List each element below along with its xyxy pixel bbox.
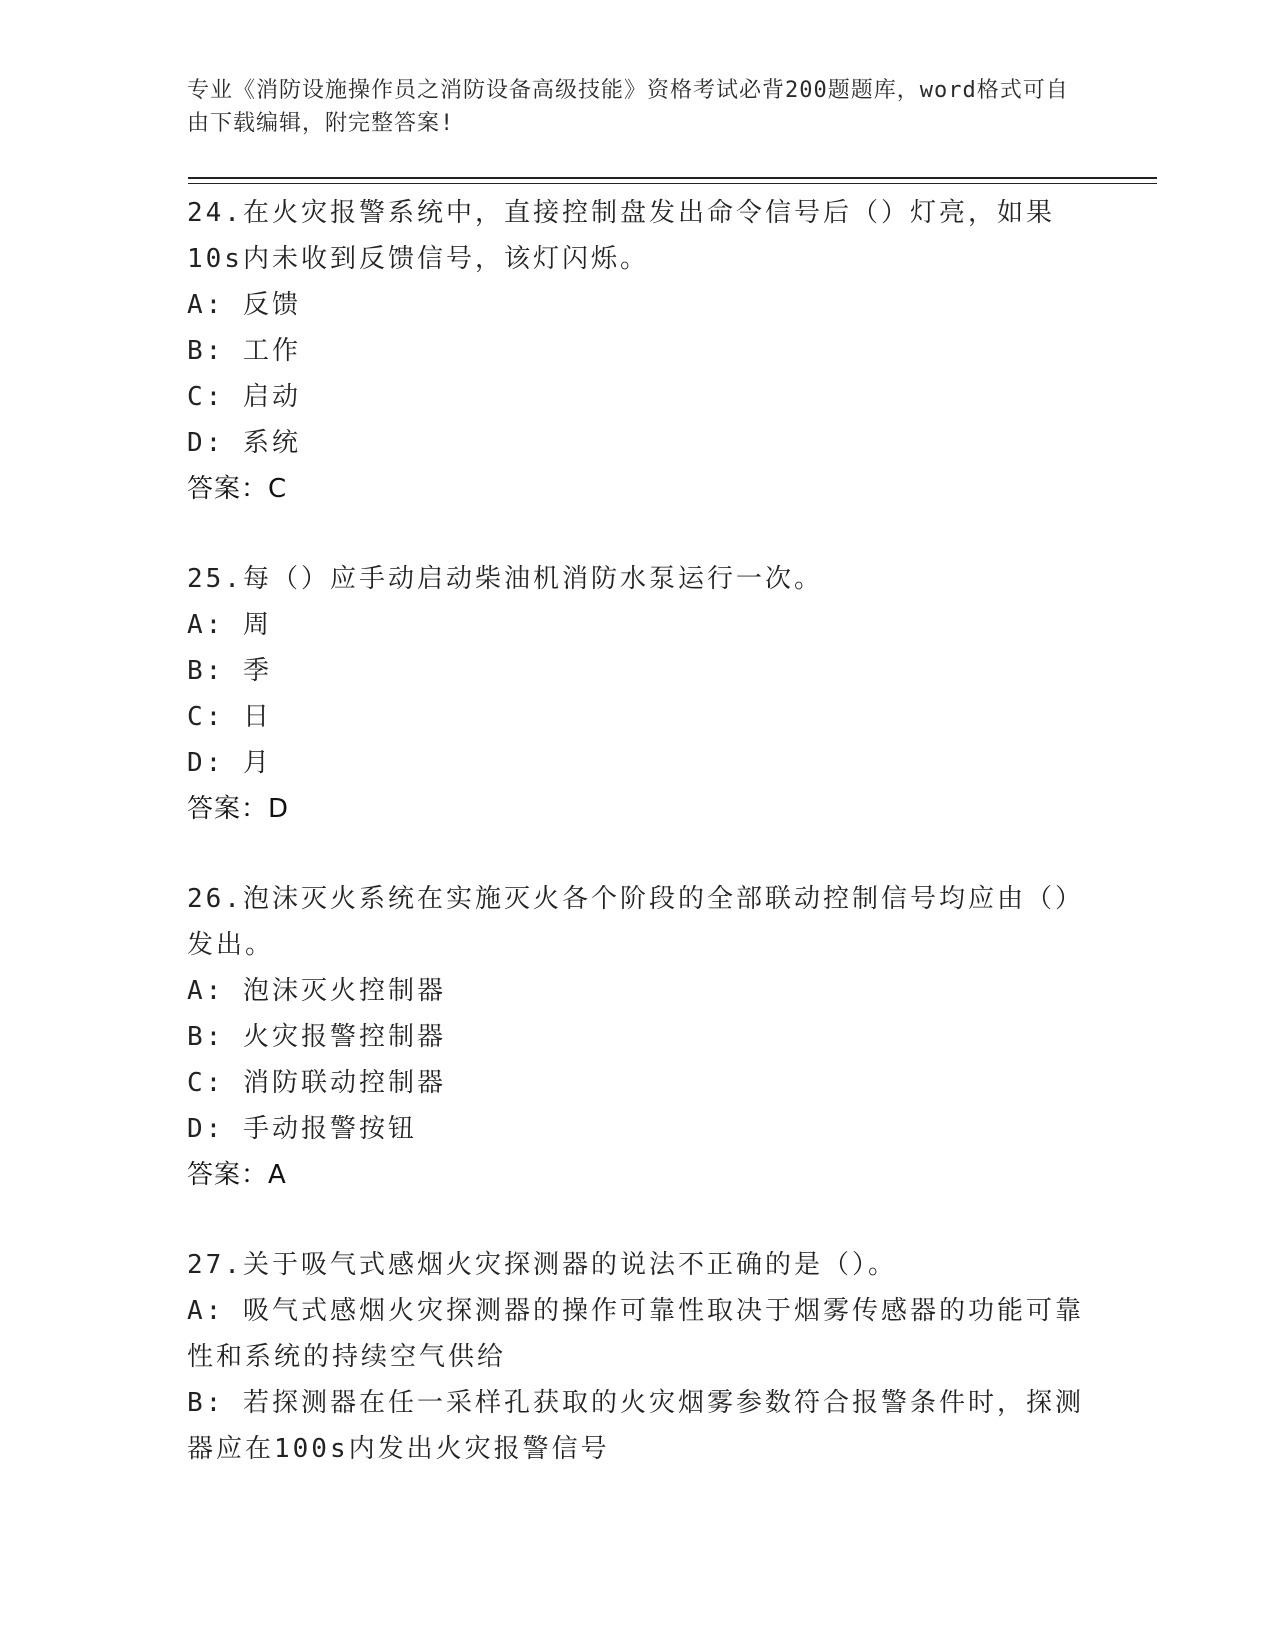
option-a: A: 周 bbox=[187, 610, 272, 640]
option-d: D: 系统 bbox=[187, 428, 301, 458]
question-stem: 27.关于吸气式感烟火灾探测器的说法不正确的是（）。 bbox=[187, 1250, 897, 1280]
question-stem: 25.每（）应手动启动柴油机消防水泵运行一次。 bbox=[187, 564, 823, 594]
option-a: A: 反馈 bbox=[187, 290, 301, 320]
question-24 bbox=[187, 190, 1087, 512]
option-d: D: 月 bbox=[187, 748, 272, 778]
option-c: C: 消防联动控制器 bbox=[187, 1068, 446, 1098]
answer-label: 答案：D bbox=[187, 794, 290, 824]
option-c: C: 日 bbox=[187, 702, 272, 732]
option-a: A: 泡沫灭火控制器 bbox=[187, 976, 446, 1006]
document-header: 专业《消防设施操作员之消防设备高级技能》资格考试必背200题题库，word格式可自由下载编辑，附完整答案! bbox=[187, 78, 1069, 136]
question-list bbox=[187, 190, 1087, 1516]
option-c: C: 启动 bbox=[187, 382, 301, 412]
option-a: A: 吸气式感烟火灾探测器的操作可靠性取决于烟雾传感器的功能可靠性和系统的持续空气供给 bbox=[187, 1296, 1084, 1372]
question-27 bbox=[187, 1242, 1087, 1472]
header-rule-thin bbox=[188, 183, 1157, 184]
option-b: B: 工作 bbox=[187, 336, 301, 366]
option-d: D: 手动报警按钮 bbox=[187, 1114, 417, 1144]
option-b: B: 火灾报警控制器 bbox=[187, 1022, 446, 1052]
answer-label: 答案：A bbox=[187, 1160, 287, 1190]
question-26 bbox=[187, 876, 1087, 1198]
header-rule-thick bbox=[188, 177, 1157, 179]
option-b: B: 若探测器在任一采样孔获取的火灾烟雾参数符合报警条件时，探测器应在100s内发出火灾报警信号 bbox=[187, 1388, 1084, 1464]
question-stem: 24.在火灾报警系统中，直接控制盘发出命令信号后（）灯亮，如果10s内未收到反馈信号，该灯闪烁。 bbox=[187, 198, 1055, 274]
question-25 bbox=[187, 556, 1087, 832]
question-stem: 26.泡沫灭火系统在实施灭火各个阶段的全部联动控制信号均应由（）发出。 bbox=[187, 884, 1084, 960]
option-b: B: 季 bbox=[187, 656, 272, 686]
answer-label: 答案：C bbox=[187, 474, 288, 504]
